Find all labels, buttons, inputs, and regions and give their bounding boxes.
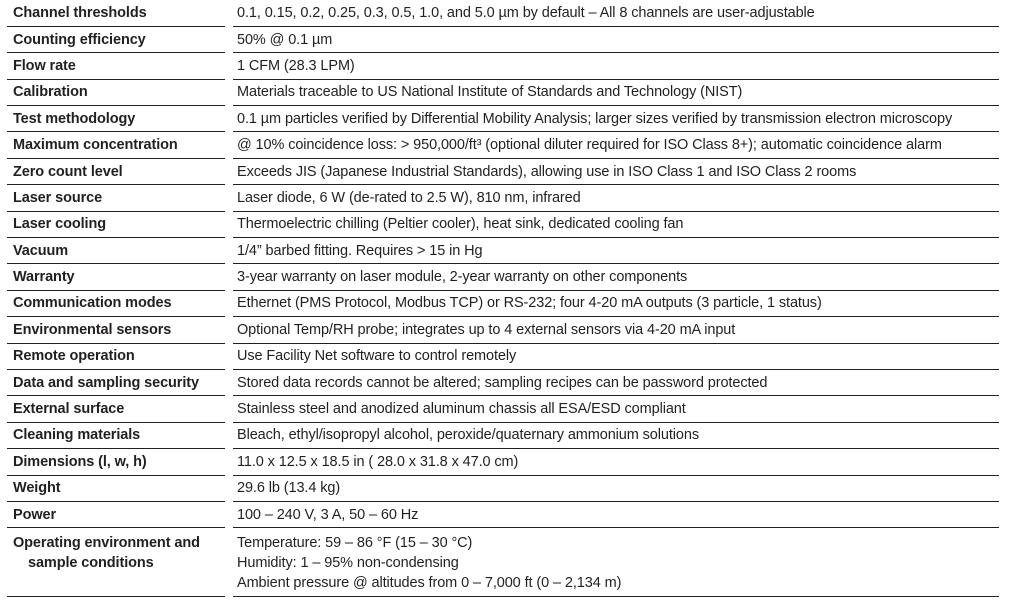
spec-label: Calibration xyxy=(7,79,225,105)
spec-value: 3-year warranty on laser module, 2-year warranty on other components xyxy=(233,264,999,290)
spec-value: @ 10% coincidence loss: > 950,000/ft³ (optional diluter required for ISO Class 8+); automatic coincidence alarm xyxy=(233,132,999,158)
spec-row-weight xyxy=(7,475,999,501)
spec-value: Optional Temp/RH probe; integrates up to 4 external sensors via 4-20 mA input xyxy=(233,317,999,343)
spec-row-operating-environment xyxy=(7,528,999,597)
spec-value xyxy=(233,528,999,597)
spec-label: Maximum concentration xyxy=(7,132,225,158)
spec-row-warranty xyxy=(7,264,999,290)
spec-value: Exceeds JIS (Japanese Industrial Standards), allowing use in ISO Class 1 and ISO Class 2 rooms xyxy=(233,158,999,184)
spec-row-laser-source xyxy=(7,185,999,211)
spec-label: Zero count level xyxy=(7,158,225,184)
spec-row-counting-efficiency xyxy=(7,26,999,52)
spec-row-flow-rate xyxy=(7,53,999,79)
spec-label: Dimensions (l, w, h) xyxy=(7,449,225,475)
spec-value: 50% @ 0.1 µm xyxy=(233,26,999,52)
spec-value: 1/4” barbed fitting. Requires > 15 in Hg xyxy=(233,238,999,264)
operating-pressure: Ambient pressure @ altitudes from 0 – 7,000 ft (0 – 2,134 m) xyxy=(237,575,622,592)
spec-label: Vacuum xyxy=(7,238,225,264)
spec-row-calibration xyxy=(7,79,999,105)
spec-row-test-methodology xyxy=(7,106,999,132)
spec-label: Flow rate xyxy=(7,53,225,79)
spec-label: Channel thresholds xyxy=(7,0,225,26)
spec-label: Warranty xyxy=(7,264,225,290)
spec-row-communication-modes xyxy=(7,290,999,316)
spec-label: Power xyxy=(7,501,225,527)
spec-label: Data and sampling security xyxy=(7,369,225,395)
operating-temperature: Temperature: 59 – 86 °F (15 – 30 °C) xyxy=(237,535,473,552)
spec-label: Test methodology xyxy=(7,106,225,132)
spec-value: Use Facility Net software to control remotely xyxy=(233,343,999,369)
spec-label: Environmental sensors xyxy=(7,317,225,343)
spec-value: Laser diode, 6 W (de-rated to 2.5 W), 810 nm, infrared xyxy=(233,185,999,211)
spec-value: 11.0 x 12.5 x 18.5 in ( 28.0 x 31.8 x 47.0 cm) xyxy=(233,449,999,475)
spec-value: 0.1 µm particles verified by Differential Mobility Analysis; larger sizes verified by transmission electron microscopy xyxy=(233,106,999,132)
spec-row-laser-cooling xyxy=(7,211,999,237)
spec-label: Weight xyxy=(7,475,225,501)
operating-humidity: Humidity: 1 – 95% non-condensing xyxy=(237,555,459,572)
spec-row-cleaning-materials xyxy=(7,422,999,448)
spec-value: 29.6 lb (13.4 kg) xyxy=(233,475,999,501)
specifications-table xyxy=(7,0,999,597)
spec-row-channel-thresholds xyxy=(7,0,999,26)
spec-label: Counting efficiency xyxy=(7,26,225,52)
spec-label: Laser cooling xyxy=(7,211,225,237)
spec-label-line: Operating environment and xyxy=(13,535,200,552)
spec-row-data-security xyxy=(7,369,999,395)
spec-value: Bleach, ethyl/isopropyl alcohol, peroxide/quaternary ammonium solutions xyxy=(233,422,999,448)
spec-value: 1 CFM (28.3 LPM) xyxy=(233,53,999,79)
spec-row-power xyxy=(7,501,999,527)
spec-label: Remote operation xyxy=(7,343,225,369)
spec-label xyxy=(7,528,225,597)
spec-row-external-surface xyxy=(7,396,999,422)
spec-value: 100 – 240 V, 3 A, 50 – 60 Hz xyxy=(233,501,999,527)
spec-value: Thermoelectric chilling (Peltier cooler), heat sink, dedicated cooling fan xyxy=(233,211,999,237)
spec-value: Stored data records cannot be altered; sampling recipes can be password protected xyxy=(233,369,999,395)
spec-label: External surface xyxy=(7,396,225,422)
spec-row-remote-operation xyxy=(7,343,999,369)
spec-row-maximum-concentration xyxy=(7,132,999,158)
spec-row-vacuum xyxy=(7,238,999,264)
spec-label: Laser source xyxy=(7,185,225,211)
spec-value: Materials traceable to US National Institute of Standards and Technology (NIST) xyxy=(233,79,999,105)
spec-value: Ethernet (PMS Protocol, Modbus TCP) or RS-232; four 4-20 mA outputs (3 particle, 1 status) xyxy=(233,290,999,316)
spec-label: Communication modes xyxy=(7,290,225,316)
spec-row-dimensions xyxy=(7,449,999,475)
spec-value: Stainless steel and anodized aluminum chassis all ESA/ESD compliant xyxy=(233,396,999,422)
spec-label: Cleaning materials xyxy=(7,422,225,448)
spec-value: 0.1, 0.15, 0.2, 0.25, 0.3, 0.5, 1.0, and 5.0 µm by default – All 8 channels are user-adjustable xyxy=(233,0,999,26)
spec-row-environmental-sensors xyxy=(7,317,999,343)
spec-label-line: sample conditions xyxy=(28,555,154,572)
spec-row-zero-count-level xyxy=(7,158,999,184)
